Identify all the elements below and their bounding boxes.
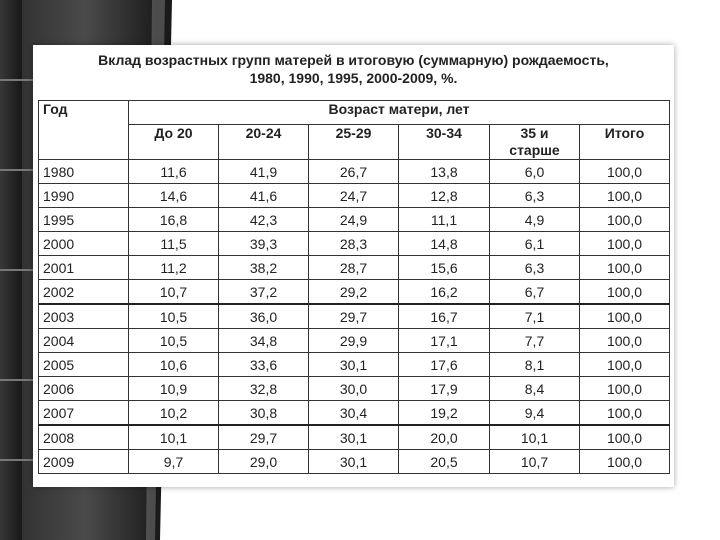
table-row xyxy=(39,256,670,280)
year-cell: 2006 xyxy=(39,377,129,401)
value-cell: 100,0 xyxy=(580,425,670,450)
value-cell: 100,0 xyxy=(580,256,670,280)
value-cell: 30,8 xyxy=(219,401,309,426)
value-cell: 100,0 xyxy=(580,401,670,426)
value-cell: 36,0 xyxy=(219,304,309,329)
value-cell: 17,9 xyxy=(399,377,490,401)
year-cell: 2002 xyxy=(39,280,129,305)
value-cell: 10,6 xyxy=(129,353,219,377)
table-row xyxy=(39,184,670,208)
value-cell: 24,7 xyxy=(309,184,399,208)
value-cell: 16,2 xyxy=(399,280,490,305)
year-cell: 2008 xyxy=(39,425,129,450)
year-cell: 1995 xyxy=(39,208,129,232)
table-row xyxy=(39,280,670,305)
value-cell: 100,0 xyxy=(580,280,670,305)
value-cell: 39,3 xyxy=(219,232,309,256)
table-row xyxy=(39,160,670,184)
value-cell: 10,1 xyxy=(490,425,580,450)
value-cell: 100,0 xyxy=(580,304,670,329)
value-cell: 10,5 xyxy=(129,329,219,353)
value-cell: 16,7 xyxy=(399,304,490,329)
value-cell: 6,0 xyxy=(490,160,580,184)
value-cell: 14,6 xyxy=(129,184,219,208)
value-cell: 28,7 xyxy=(309,256,399,280)
value-cell: 100,0 xyxy=(580,450,670,474)
value-cell: 28,3 xyxy=(309,232,399,256)
value-cell: 17,1 xyxy=(399,329,490,353)
value-cell: 34,8 xyxy=(219,329,309,353)
value-cell: 29,7 xyxy=(219,425,309,450)
table-sheet xyxy=(33,45,674,487)
year-column-header: Год xyxy=(39,101,129,160)
year-cell: 2000 xyxy=(39,232,129,256)
value-cell: 29,2 xyxy=(309,280,399,305)
value-cell: 8,1 xyxy=(490,353,580,377)
value-cell: 42,3 xyxy=(219,208,309,232)
value-cell: 100,0 xyxy=(580,232,670,256)
value-cell: 30,4 xyxy=(309,401,399,426)
value-cell: 100,0 xyxy=(580,353,670,377)
table-row xyxy=(39,450,670,474)
value-cell: 24,9 xyxy=(309,208,399,232)
column-header: Итого xyxy=(580,125,670,160)
value-cell: 41,9 xyxy=(219,160,309,184)
value-cell: 6,7 xyxy=(490,280,580,305)
value-cell: 6,1 xyxy=(490,232,580,256)
column-header: 25-29 xyxy=(309,125,399,160)
column-header: 20-24 xyxy=(219,125,309,160)
value-cell: 11,6 xyxy=(129,160,219,184)
value-cell: 37,2 xyxy=(219,280,309,305)
value-cell: 9,7 xyxy=(129,450,219,474)
value-cell: 17,6 xyxy=(399,353,490,377)
column-header: До 20 xyxy=(129,125,219,160)
value-cell: 14,8 xyxy=(399,232,490,256)
year-cell: 2001 xyxy=(39,256,129,280)
table-title-line-2: 1980, 1990, 1995, 2000-2009, %. xyxy=(249,70,458,86)
table-title xyxy=(33,51,674,87)
value-cell: 6,3 xyxy=(490,256,580,280)
value-cell: 100,0 xyxy=(580,184,670,208)
value-cell: 16,8 xyxy=(129,208,219,232)
table-row xyxy=(39,304,670,329)
value-cell: 100,0 xyxy=(580,329,670,353)
table-row xyxy=(39,425,670,450)
value-cell: 8,4 xyxy=(490,377,580,401)
table-body xyxy=(39,160,670,474)
value-cell: 30,0 xyxy=(309,377,399,401)
value-cell: 10,7 xyxy=(129,280,219,305)
value-cell: 30,1 xyxy=(309,353,399,377)
value-cell: 20,0 xyxy=(399,425,490,450)
column-header: 30-34 xyxy=(399,125,490,160)
year-cell: 1990 xyxy=(39,184,129,208)
year-cell: 2007 xyxy=(39,401,129,426)
year-cell: 2009 xyxy=(39,450,129,474)
table-row xyxy=(39,208,670,232)
value-cell: 4,9 xyxy=(490,208,580,232)
table-row xyxy=(39,353,670,377)
year-cell: 2003 xyxy=(39,304,129,329)
value-cell: 7,1 xyxy=(490,304,580,329)
value-cell: 30,1 xyxy=(309,450,399,474)
year-cell: 1980 xyxy=(39,160,129,184)
value-cell: 12,8 xyxy=(399,184,490,208)
table-row xyxy=(39,377,670,401)
value-cell: 15,6 xyxy=(399,256,490,280)
value-cell: 29,0 xyxy=(219,450,309,474)
value-cell: 10,5 xyxy=(129,304,219,329)
value-cell: 11,5 xyxy=(129,232,219,256)
value-cell: 10,1 xyxy=(129,425,219,450)
age-group-header: Возраст матери, лет xyxy=(129,101,670,125)
value-cell: 7,7 xyxy=(490,329,580,353)
value-cell: 33,6 xyxy=(219,353,309,377)
value-cell: 38,2 xyxy=(219,256,309,280)
table-row xyxy=(39,329,670,353)
value-cell: 100,0 xyxy=(580,208,670,232)
value-cell: 13,8 xyxy=(399,160,490,184)
table-row xyxy=(39,401,670,426)
value-cell: 100,0 xyxy=(580,160,670,184)
value-cell: 29,7 xyxy=(309,304,399,329)
value-cell: 32,8 xyxy=(219,377,309,401)
year-cell: 2005 xyxy=(39,353,129,377)
value-cell: 10,7 xyxy=(490,450,580,474)
column-header: 35 и старше xyxy=(490,125,580,160)
fertility-table xyxy=(38,100,670,474)
value-cell: 30,1 xyxy=(309,425,399,450)
value-cell: 20,5 xyxy=(399,450,490,474)
value-cell: 29,9 xyxy=(309,329,399,353)
value-cell: 11,2 xyxy=(129,256,219,280)
table-title-line-1: Вклад возрастных групп матерей в итоговую (суммарную) рождаемость, xyxy=(98,52,609,68)
table-row xyxy=(39,232,670,256)
value-cell: 26,7 xyxy=(309,160,399,184)
value-cell: 19,2 xyxy=(399,401,490,426)
value-cell: 10,2 xyxy=(129,401,219,426)
value-cell: 9,4 xyxy=(490,401,580,426)
value-cell: 41,6 xyxy=(219,184,309,208)
value-cell: 10,9 xyxy=(129,377,219,401)
year-cell: 2004 xyxy=(39,329,129,353)
value-cell: 6,3 xyxy=(490,184,580,208)
value-cell: 11,1 xyxy=(399,208,490,232)
value-cell: 100,0 xyxy=(580,377,670,401)
